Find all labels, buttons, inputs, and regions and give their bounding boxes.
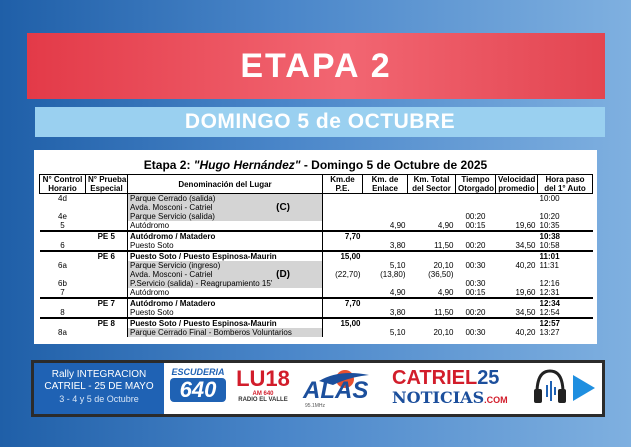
- table-row: [40, 212, 593, 221]
- row-prueba: PE 7: [86, 298, 128, 308]
- table-row: [40, 288, 593, 298]
- row-tiempo: 00:20: [465, 308, 486, 317]
- row-control: [40, 318, 86, 328]
- row-tiempo: [456, 194, 496, 204]
- row-velocidad: [496, 298, 538, 308]
- section-marker: (C): [276, 203, 290, 212]
- row-control: 4e: [58, 212, 67, 221]
- row-prueba: [86, 279, 128, 288]
- row-lugar: Puesto Soto / Puesto Espinosa-Maurin: [128, 318, 323, 328]
- row-velocidad: 19,60: [515, 221, 536, 230]
- title-banner: [27, 33, 605, 99]
- table-row: [40, 328, 593, 337]
- row-km-enlace: 5,10: [389, 261, 406, 270]
- row-hora: 12:57: [538, 318, 593, 328]
- row-km-pe: [323, 261, 363, 270]
- row-velocidad: 34,50: [515, 308, 536, 317]
- header-prueba: N° Prueba Especial: [86, 175, 128, 194]
- header-km-enlace: Km. de Enlace: [363, 175, 408, 194]
- row-control: 4d: [58, 194, 67, 203]
- row-tiempo: 00:15: [465, 221, 486, 230]
- row-km-enlace: 3,80: [389, 241, 406, 250]
- row-km-total: [408, 279, 456, 288]
- row-control: 5: [60, 221, 65, 230]
- row-hora: 10:20: [539, 212, 560, 221]
- row-km-total: [408, 231, 456, 241]
- row-hora: 11:01: [538, 251, 593, 261]
- row-lugar: Autódromo: [128, 221, 323, 231]
- row-tiempo: [456, 318, 496, 328]
- row-velocidad: [496, 279, 538, 288]
- row-velocidad: [496, 251, 538, 261]
- row-velocidad: 19,60: [515, 288, 536, 297]
- sheet-title-suffix: - Domingo 5 de Octubre de 2025: [300, 158, 488, 172]
- alas-radio-logo: ALAS 95.1MHz: [299, 367, 379, 413]
- row-tiempo: 00:20: [465, 241, 486, 250]
- row-km-enlace: [363, 318, 408, 328]
- table-row: [40, 298, 593, 308]
- table-row: [40, 203, 593, 212]
- table-row: [40, 251, 593, 261]
- row-tiempo: 00:30: [465, 328, 486, 337]
- row-hora: 11:31: [539, 261, 559, 270]
- row-km-total: [408, 212, 456, 221]
- row-lugar: Parque Servicio (salida): [128, 212, 323, 221]
- table-row: [40, 261, 593, 270]
- row-lugar: Puesto Soto: [128, 308, 323, 318]
- row-lugar: P.Servicio (salida) - Reagrupamiento 15': [128, 279, 323, 288]
- sheet-title-name: "Hugo Hernández": [193, 158, 301, 172]
- schedule-sheet: [34, 150, 597, 344]
- row-hora: 12:34: [538, 298, 593, 308]
- header-km-total: Km. Total del Sector: [408, 175, 456, 194]
- row-km-pe: [323, 241, 363, 251]
- row-km-total: 20,10: [433, 261, 454, 270]
- header-control: N° Control Horario: [40, 175, 86, 194]
- row-km-enlace: [363, 203, 408, 212]
- header-lugar: Denominación del Lugar: [128, 175, 323, 194]
- row-control: [40, 231, 86, 241]
- row-tiempo: [456, 270, 496, 279]
- row-km-pe: [323, 203, 363, 212]
- section-marker: (D): [276, 270, 290, 279]
- row-tiempo: [456, 231, 496, 241]
- row-km-total: [408, 318, 456, 328]
- row-km-enlace: 3,80: [389, 308, 406, 317]
- row-control: [40, 251, 86, 261]
- table-row: [40, 318, 593, 328]
- row-km-enlace: 4,90: [389, 288, 406, 297]
- row-km-pe: 7,70: [323, 231, 363, 241]
- table-row: [40, 221, 593, 231]
- row-km-total: [408, 251, 456, 261]
- play-icon[interactable]: [571, 373, 597, 403]
- row-tiempo: 00:30: [465, 261, 486, 270]
- row-hora: 10:35: [539, 221, 560, 230]
- row-lugar: Autódromo / Matadero: [128, 231, 323, 241]
- row-velocidad: 34,50: [515, 241, 536, 250]
- row-prueba: [86, 221, 128, 231]
- row-tiempo: 00:20: [465, 212, 486, 221]
- header-velocidad: Velocidad promedio: [496, 175, 538, 194]
- row-km-pe: [323, 279, 363, 288]
- row-control: [40, 270, 86, 279]
- row-prueba: [86, 203, 128, 212]
- row-hora: 10:58: [539, 241, 560, 250]
- row-km-pe: (22,70): [335, 270, 361, 279]
- catriel25-noticias-logo: CATRIEL25 NOTICIAS.COM: [392, 367, 508, 407]
- row-lugar: Autódromo: [128, 288, 323, 298]
- row-tiempo: [456, 251, 496, 261]
- row-hora: 12:16: [539, 279, 560, 288]
- row-prueba: PE 8: [86, 318, 128, 328]
- row-hora: 10:00: [539, 194, 560, 203]
- table-row: [40, 231, 593, 241]
- row-control: 8: [60, 308, 65, 317]
- row-prueba: [86, 270, 128, 279]
- row-km-total: 11,50: [434, 308, 454, 317]
- row-velocidad: [496, 270, 538, 279]
- row-prueba: PE 5: [86, 231, 128, 241]
- row-km-pe: 15,00: [323, 318, 363, 328]
- row-velocidad: [496, 318, 538, 328]
- row-km-enlace: 4,90: [389, 221, 406, 230]
- table-row: [40, 308, 593, 318]
- table-row: [40, 270, 593, 279]
- row-km-total: 11,50: [434, 241, 454, 250]
- row-prueba: [86, 241, 128, 251]
- rally-dates: 3 - 4 y 5 de Octubre: [59, 394, 139, 404]
- row-control: 6b: [58, 279, 67, 288]
- row-lugar: Avda. Mosconi - Catriel (D): [128, 270, 323, 279]
- row-lugar: Parque Cerrado Final - Bomberos Voluntarios: [128, 328, 323, 337]
- row-km-pe: [323, 221, 363, 231]
- row-lugar: Avda. Mosconi - Catriel (C): [128, 203, 323, 212]
- row-km-pe: 7,70: [323, 298, 363, 308]
- row-hora: 10:38: [538, 231, 593, 241]
- rally-info-box: [34, 363, 164, 414]
- row-km-total: 20,10: [433, 328, 454, 337]
- date-banner: [35, 107, 605, 137]
- headphones-icon: [532, 367, 568, 407]
- row-velocidad: [496, 212, 538, 221]
- rally-name: Rally INTEGRACION: [51, 369, 147, 380]
- row-velocidad: [496, 203, 538, 212]
- row-km-enlace: [363, 212, 408, 221]
- row-control: 6: [60, 241, 65, 250]
- row-km-total: 4,90: [437, 288, 454, 297]
- row-velocidad: [496, 231, 538, 241]
- row-km-enlace: [363, 279, 408, 288]
- row-lugar: Parque Cerrado (salida): [128, 194, 323, 204]
- row-prueba: [86, 308, 128, 318]
- row-km-enlace: 5,10: [389, 328, 406, 337]
- row-lugar: Parque Servicio (ingreso): [128, 261, 323, 270]
- page-title: ETAPA 2: [240, 46, 392, 85]
- row-km-enlace: (13,80): [380, 270, 406, 279]
- row-km-total: [408, 194, 456, 204]
- row-lugar: Puesto Soto: [128, 241, 323, 251]
- row-km-enlace: [363, 231, 408, 241]
- table-header-row: [40, 175, 593, 194]
- row-hora: 12:54: [539, 308, 560, 317]
- row-control: [40, 298, 86, 308]
- escuderia-640-logo: ESCUDERIA 640: [171, 367, 225, 402]
- row-km-total: [408, 203, 456, 212]
- row-prueba: [86, 328, 128, 337]
- row-km-total: [408, 298, 456, 308]
- row-tiempo: [456, 298, 496, 308]
- schedule-table: [39, 174, 593, 337]
- lu18-radio-logo: LU18 AM 640 RADIO EL VALLE: [236, 366, 290, 403]
- sheet-title: [34, 158, 597, 172]
- row-prueba: [86, 261, 128, 270]
- row-velocidad: 40,20: [515, 328, 536, 337]
- table-row: [40, 194, 593, 204]
- row-control: [40, 203, 86, 212]
- row-velocidad: 40,20: [515, 261, 536, 270]
- sponsor-footer: [31, 360, 605, 417]
- row-km-pe: [323, 212, 363, 221]
- row-prueba: [86, 194, 128, 204]
- row-hora: [538, 270, 593, 279]
- row-km-pe: 15,00: [323, 251, 363, 261]
- header-km-pe: Km.de P.E.: [323, 175, 363, 194]
- row-km-total: 4,90: [437, 221, 454, 230]
- header-tiempo: Tiempo Otorgado: [456, 175, 496, 194]
- table-row: [40, 279, 593, 288]
- sheet-title-prefix: Etapa 2:: [143, 158, 194, 172]
- row-km-pe: [323, 194, 363, 204]
- rally-route: CATRIEL - 25 DE MAYO: [44, 381, 154, 392]
- row-km-enlace: [363, 298, 408, 308]
- row-tiempo: 00:15: [465, 288, 486, 297]
- date-label: DOMINGO 5 de OCTUBRE: [184, 110, 456, 133]
- row-km-pe: [323, 328, 363, 337]
- row-lugar: Puesto Soto / Puesto Espinosa-Maurin: [128, 251, 323, 261]
- row-km-enlace: [363, 194, 408, 204]
- row-km-total: (36,50): [428, 270, 454, 279]
- row-hora: 13:27: [539, 328, 560, 337]
- row-tiempo: 00:30: [465, 279, 486, 288]
- row-km-pe: [323, 308, 363, 318]
- row-prueba: [86, 288, 128, 298]
- row-hora: 12:31: [539, 288, 560, 297]
- row-km-pe: [323, 288, 363, 298]
- row-hora: [538, 203, 593, 212]
- row-tiempo: [456, 203, 496, 212]
- row-prueba: PE 6: [86, 251, 128, 261]
- row-control: 7: [60, 288, 65, 297]
- row-control: 8a: [58, 328, 67, 337]
- row-lugar: Autódromo / Matadero: [128, 298, 323, 308]
- row-velocidad: [496, 194, 538, 204]
- header-hora: Hora paso del 1° Auto: [538, 175, 593, 194]
- row-prueba: [86, 212, 128, 221]
- table-row: [40, 241, 593, 251]
- row-km-enlace: [363, 251, 408, 261]
- row-control: 6a: [58, 261, 67, 270]
